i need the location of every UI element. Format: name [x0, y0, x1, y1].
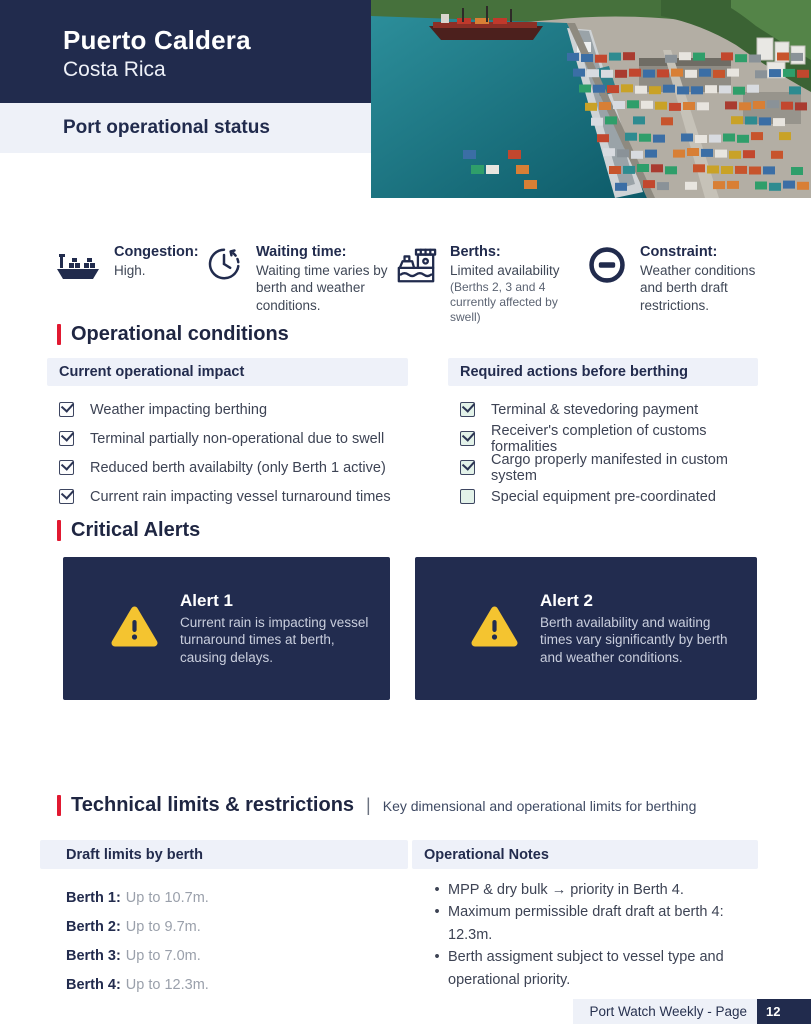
berth-draft-value: Up to 9.7m.	[125, 918, 201, 935]
status-waiting-time	[205, 243, 395, 325]
berth-draft-value: Up to 7.0m.	[125, 947, 201, 964]
congestion-title: Congestion:	[114, 244, 199, 260]
check-item-label: Terminal partially non-operational due to swell	[90, 430, 385, 447]
check-item-label: Terminal & stevedoring payment	[491, 401, 699, 418]
critical-alerts-title: Critical Alerts	[71, 519, 201, 541]
port-aerial-photo	[371, 0, 811, 198]
check-item-label: Weather impacting berthing	[90, 401, 268, 418]
berth-draft-value: Up to 12.3m.	[125, 976, 209, 993]
berth-draft-value: Up to 10.7m.	[125, 889, 209, 906]
note-text: Berth assigment subject to vessel type and operational priority.	[448, 949, 724, 988]
constraint-title: Constraint:	[640, 244, 718, 260]
critical-alerts-header	[57, 519, 200, 542]
draft-limits-column	[40, 840, 408, 999]
checkbox-icon	[460, 402, 475, 417]
draft-row	[66, 912, 408, 941]
check-item-label: Special equipment pre-coordinated	[491, 488, 716, 505]
page-footer	[573, 999, 811, 1024]
header-separator: |	[366, 795, 371, 815]
technical-limits-subtitle: Key dimensional and operational limits for berthing	[382, 797, 697, 814]
alert-card-1	[63, 557, 390, 700]
draft-limits-header	[40, 840, 408, 869]
check-item	[448, 453, 758, 482]
current-impact-list	[47, 395, 408, 511]
page-subtitle: Costa Rica	[63, 58, 166, 81]
page-title: Puerto Caldera	[63, 25, 251, 55]
checkbox-icon	[59, 489, 74, 504]
warning-icon	[471, 605, 518, 653]
clock-icon	[205, 245, 243, 288]
required-actions-list	[448, 395, 758, 511]
required-actions-column	[448, 358, 758, 511]
footer-band	[573, 999, 757, 1024]
checkbox-icon	[59, 460, 74, 475]
waiting-title: Waiting time:	[256, 244, 347, 260]
required-actions-header-label: Required actions before berthing	[460, 364, 688, 380]
operational-notes-header-label: Operational Notes	[424, 846, 549, 863]
status-row	[55, 243, 777, 325]
checkbox-icon	[59, 431, 74, 446]
current-impact-column	[47, 358, 408, 511]
alert-2-title: Alert 2	[540, 590, 593, 610]
no-entry-icon	[587, 245, 627, 290]
operational-notes-list	[426, 879, 758, 991]
operational-conditions-title: Operational conditions	[71, 323, 289, 345]
checkbox-icon	[460, 431, 475, 446]
congestion-value: High.	[114, 263, 146, 279]
draft-row	[66, 883, 408, 912]
checkbox-icon	[460, 489, 475, 504]
page-number-box	[757, 999, 811, 1024]
note-text: Maximum permissible draft draft at berth 4: 12.3m.	[448, 904, 724, 943]
check-item-label: Reduced berth availabilty (only Berth 1 active)	[90, 459, 386, 476]
note-item	[426, 879, 758, 901]
draft-row	[66, 941, 408, 970]
draft-limits-list	[66, 883, 408, 999]
port-photo-illustration	[371, 0, 811, 198]
note-text: MPP & dry bulk → priority in Berth 4.	[448, 882, 684, 898]
header-block	[0, 0, 371, 103]
check-item-label: Receiver's completion of customs formalities	[491, 422, 707, 455]
bullet-icon: •	[434, 882, 440, 898]
berth-label: Berth 2:	[66, 918, 121, 935]
note-item	[426, 946, 758, 991]
warning-icon	[111, 605, 158, 653]
accent-bar	[57, 324, 61, 345]
current-impact-header	[47, 358, 408, 386]
ship-icon	[55, 245, 101, 288]
status-constraint	[587, 243, 777, 325]
checkbox-icon	[460, 460, 475, 475]
technical-limits-header	[57, 794, 696, 817]
berths-title: Berths:	[450, 244, 501, 260]
check-item-label: Current rain impacting vessel turnaround times	[90, 488, 391, 505]
status-berths	[395, 243, 587, 325]
footer-label: Port Watch Weekly - Page	[589, 1004, 747, 1019]
page-number: 12	[766, 1004, 781, 1019]
section-banner	[0, 103, 371, 153]
technical-limits-title: Technical limits & restrictions	[71, 794, 355, 816]
check-item	[47, 453, 408, 482]
check-item-label: Cargo properly manifested in custom system	[491, 451, 728, 484]
operational-conditions-header	[57, 323, 289, 346]
waiting-value: Waiting time varies by berth and weather conditions.	[256, 263, 388, 313]
draft-row	[66, 970, 408, 999]
alert-1-text: Current rain is impacting vessel turnaround times at berth, causing delays.	[180, 614, 369, 665]
section-banner-label: Port operational status	[63, 117, 270, 138]
check-item	[47, 482, 408, 511]
checkbox-icon	[59, 402, 74, 417]
current-impact-header-label: Current operational impact	[59, 364, 245, 380]
check-item	[448, 424, 758, 453]
check-item	[47, 424, 408, 453]
alert-card-2	[415, 557, 757, 700]
check-item	[448, 395, 758, 424]
berth-icon	[395, 245, 437, 292]
bullet-icon: •	[434, 949, 440, 966]
operational-notes-column	[412, 840, 758, 991]
status-congestion	[55, 243, 205, 325]
accent-bar	[57, 795, 61, 816]
berths-value: Limited availability	[450, 263, 560, 279]
berths-note: (Berths 2, 3 and 4 currently affected by swell)	[450, 280, 558, 325]
accent-bar	[57, 520, 61, 541]
constraint-value: Weather conditions and berth draft restrictions.	[640, 263, 756, 313]
note-item	[426, 901, 758, 946]
berth-label: Berth 3:	[66, 947, 121, 964]
alert-2-text: Berth availability and waiting times vary significantly by berth and weather conditions.	[540, 614, 728, 665]
bullet-icon: •	[434, 904, 440, 921]
check-item	[47, 395, 408, 424]
required-actions-header	[448, 358, 758, 386]
operational-notes-header	[412, 840, 758, 869]
alert-1-title: Alert 1	[180, 590, 233, 610]
berth-label: Berth 1:	[66, 889, 121, 906]
berth-label: Berth 4:	[66, 976, 121, 993]
draft-limits-header-label: Draft limits by berth	[66, 846, 203, 863]
check-item	[448, 482, 758, 511]
